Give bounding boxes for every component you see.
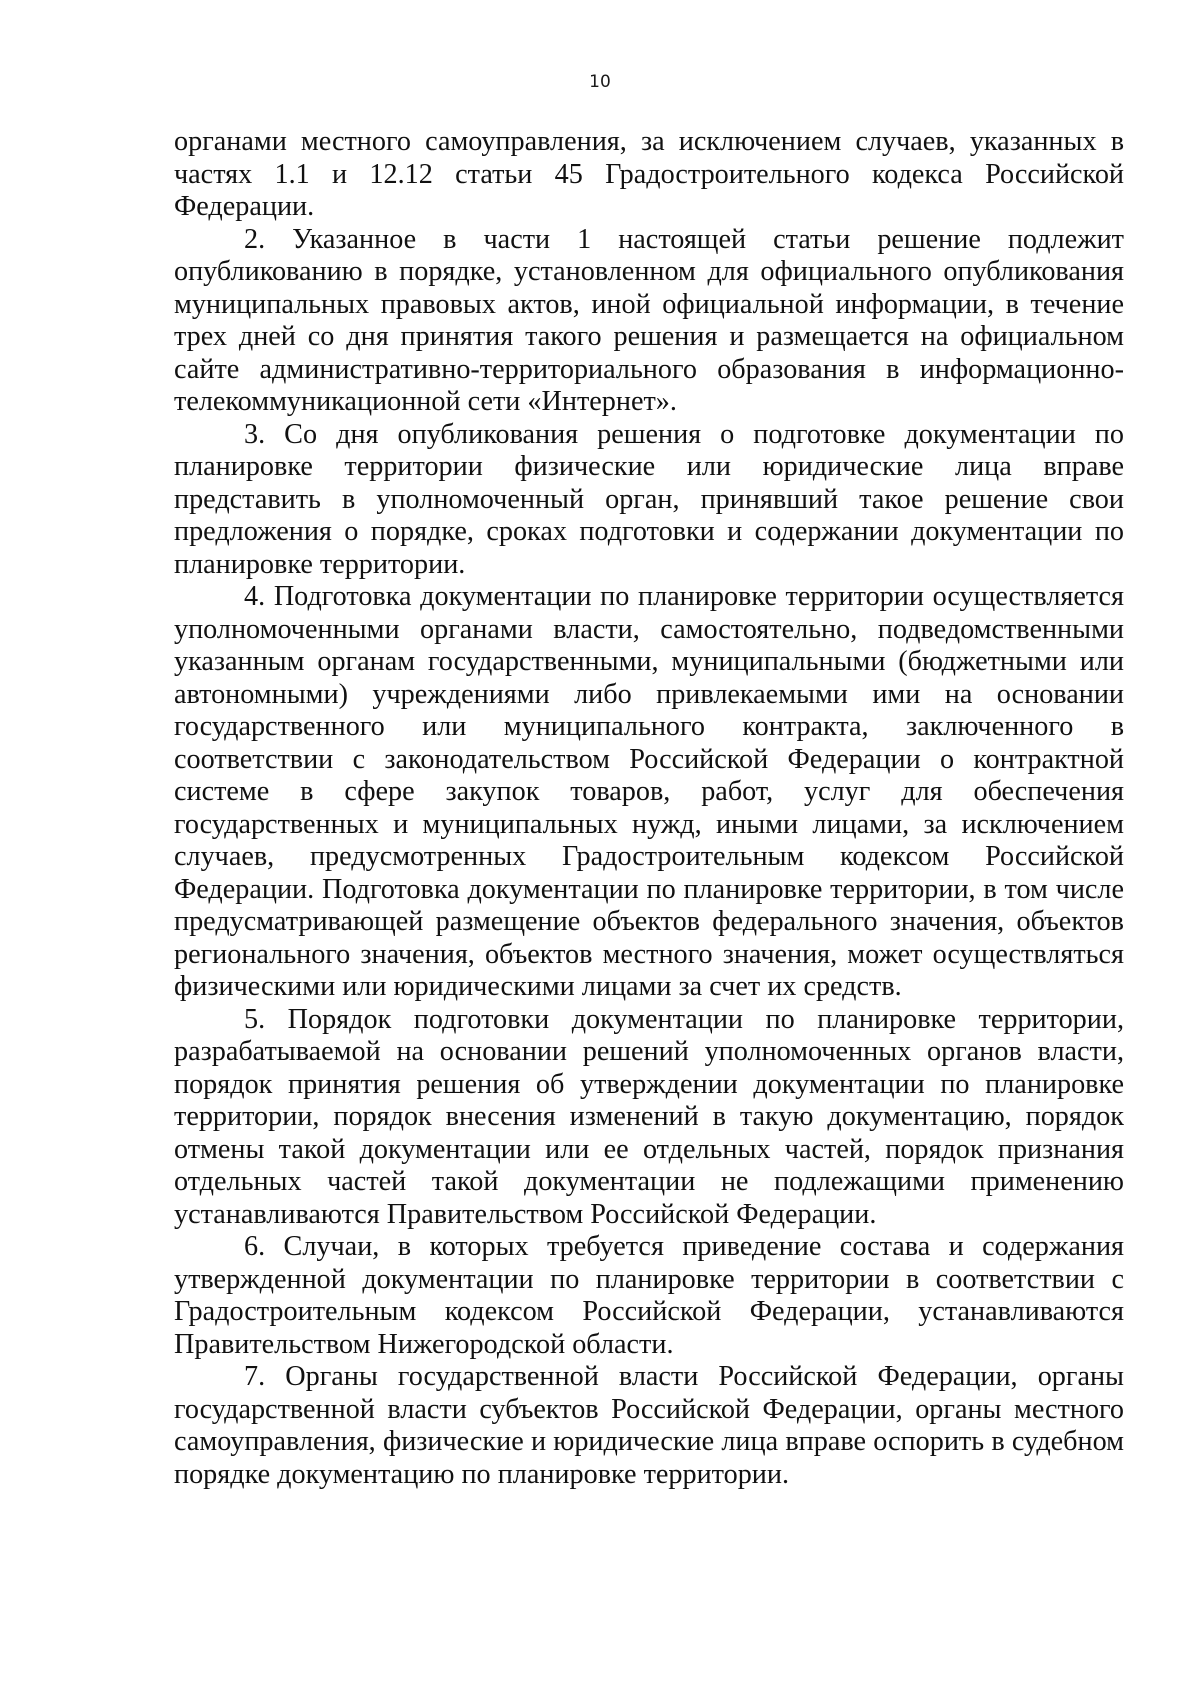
page-number: 10 bbox=[589, 72, 611, 92]
paragraph-item-3: 3. Со дня опубликования решения о подготовке документации по планировке территории физические или юридические лица вправе представить в уполномоченный орган, принявший такое решение свои предложения о порядке, сроках подготовки и содержании документации по планировке территории. bbox=[174, 418, 1124, 580]
paragraph-item-7: 7. Органы государственной власти Российской Федерации, органы государственной власти субъектов Российской Федерации, органы местного самоуправления, физические и юридические лица вправе оспорить в судебном порядке документацию по планировке территории. bbox=[174, 1361, 1124, 1490]
document-body bbox=[174, 126, 1124, 1491]
paragraph-continuation: органами местного самоуправления, за исключением случаев, указанных в частях 1.1 и 12.12 статьи 45 Градостроительного кодекса Российской Федерации. bbox=[174, 126, 1124, 222]
paragraph-item-2: 2. Указанное в части 1 настоящей статьи решение подлежит опубликованию в порядке, установленном для официального опубликования муниципальных правовых актов, иной официальной информации, в течение трех дней со дня принятия такого решения и размещается на официальном сайте административно-территориального образования в информационно-телекоммуникационной сети «Интернет». bbox=[174, 223, 1124, 417]
paragraph-item-4: 4. Подготовка документации по планировке территории осуществляется уполномоченными органами власти, самостоятельно, подведомственными указанным органам государственными, муниципальными (бюджетными или автономными) учреждениями либо привлекаемыми ими на основании государственного или муниципального контракта, заключенного в соответствии с законодательством Российской Федерации о контрактной системе в сфере закупок товаров, работ, услуг для обеспечения государственных и муниципальных нужд, иными лицами, за исключением случаев, предусмотренных Градостроительным кодексом Российской Федерации. Подготовка документации по планировке территории, в том числе предусматривающей размещение объектов федерального значения, объектов регионального значения, объектов местного значения, может осуществляться физическими или юридическими лицами за счет их средств. bbox=[174, 581, 1124, 1002]
paragraph-item-5: 5. Порядок подготовки документации по планировке территории, разрабатываемой на основании решений уполномоченных органов власти, порядок принятия решения об утверждении документации по планировке территории, порядок внесения изменений в такую документацию, порядок отмены такой документации или ее отдельных частей, порядок признания отдельных частей такой документации не подлежащими применению устанавливаются Правительством Российской Федерации. bbox=[174, 1003, 1124, 1230]
paragraph-item-6: 6. Случаи, в которых требуется приведение состава и содержания утвержденной документации по планировке территории в соответствии с Градостроительным кодексом Российской Федерации, устанавливаются Правительством Нижегородской области. bbox=[174, 1231, 1124, 1360]
